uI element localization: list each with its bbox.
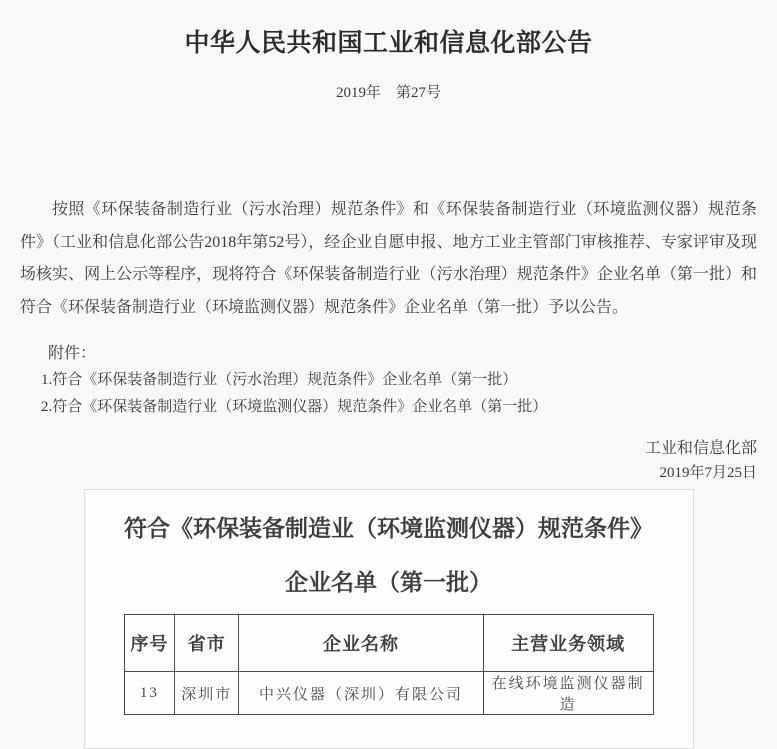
page-title: 中华人民共和国工业和信息化部公告 [184, 29, 593, 57]
cell-province: 深圳市 [175, 672, 239, 715]
announcement-document [0, 28, 777, 485]
header-province: 省市 [175, 615, 239, 672]
annex-list-image [84, 489, 694, 749]
signer-name: 工业和信息化部 [644, 440, 757, 457]
header-business-field: 主营业务领域 [483, 615, 653, 672]
attachment-item-2: 2.符合《环保装备制造行业（环境监测仪器）规范条件》企业名单（第一批） [41, 399, 548, 415]
annex-title-line1: 符合《环保装备制造业（环境监测仪器）规范条件》 [124, 516, 653, 541]
cell-company-name: 中兴仪器（深圳）有限公司 [239, 672, 483, 715]
table-header-row [124, 615, 653, 672]
sign-date: 2019年7月25日 [659, 465, 757, 481]
cell-seq: 13 [124, 672, 175, 715]
company-list-table [124, 614, 654, 715]
attachments-label: 附件： [48, 345, 97, 362]
attachment-item-1: 1.符合《环保装备制造行业（污水治理）规范条件》企业名单（第一批） [41, 372, 518, 388]
issue-number-line: 2019年 第27号 [335, 85, 441, 101]
header-company-name: 企业名称 [239, 615, 483, 672]
attachments-section [20, 340, 757, 421]
signature-block [20, 437, 757, 485]
cell-business-field: 在线环境监测仪器制造 [483, 672, 653, 715]
header-seq: 序号 [124, 615, 175, 672]
table-row [124, 672, 653, 715]
annex-title-line2: 企业名单（第一批） [285, 570, 492, 595]
announcement-body-paragraph: 按照《环保装备制造行业（污水治理）规范条件》和《环保装备制造行业（环境监测仪器）规范条件》（工业和信息化部公告2018年第52号），经企业自愿申报、地方工业主管部门审核推荐、专家评审及现场核实、网上公示等程序，现将符合《环保装备制造行业（污水治理）规范条件》企业名单（第一批）和符合《环保装备制造行业（环境监测仪器）规范条件》企业名单（第一批）予以公告。 [20, 201, 757, 316]
